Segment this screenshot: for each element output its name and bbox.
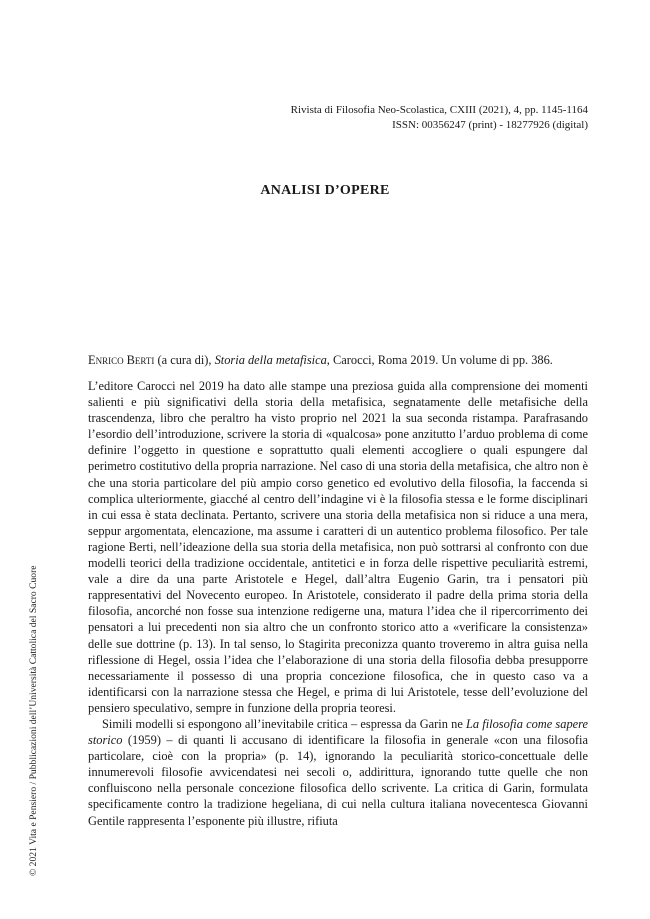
review-body — [88, 378, 588, 829]
book-citation — [88, 352, 588, 368]
copyright-notice: © 2021 Vita e Pensiero / Pubblicazioni dell’Università Cattolica del Sacro Cuore — [28, 565, 39, 876]
issn-line: ISSN: 00356247 (print) - 18277926 (digital) — [392, 119, 588, 131]
citation-publication-details: , Carocci, Roma 2019. Un volume di pp. 386. — [326, 353, 553, 367]
paragraph-2-text-a: Simili modelli si espongono all’inevitabile critica – espressa da Garin ne — [102, 716, 467, 731]
journal-header — [291, 103, 588, 133]
citation-author: Enrico Berti — [88, 353, 155, 367]
citation-book-title: Storia della metafisica — [214, 353, 327, 367]
paragraph-1: L’editore Carocci nel 2019 ha dato alle stampe una preziosa guida alla comprensione dei momenti salienti e più significativi della storia della metafisica, segnatamente delle metafisiche della trascendenza, libro che peraltro ha visto proprio nel 2021 la sua seconda ristampa. Parafrasando l’esordio dell’introduzione, scrivere la storia di «qualcosa» pone anzitutto l’arduo problema di come definire l’oggetto in questione e soprattutto quali elementi accogliere o quali espungere dal perimetro costitutivo della propria narrazione. Nel caso di una storia della metafisica, che altro non è che una storia particolare del più ampio corso genetico ed evolutivo della filosofia, la faccenda si complica ulteriormente, giacché al centro dell’indagine vi è la filosofia stessa e le forme disciplinari in cui essa è stata declinata. Pertanto, scrivere una storia della metafisica non si riduce a una mera, seppur argomentata, elencazione, ma assume i caratteri di un autentico problema filosofico. Per tale ragione Berti, nell’ideazione della sua storia della metafisica, non può sottrarsi al confronto con due modelli teorici della tradizione occidentale, antitetici e in forza delle rispettive peculiarità estremi, vale a dire da una parte Aristotele e Hegel, dall’altra Eugenio Garin, tra i pensatori più rappresentativi del Novecento europeo. In Aristotele, considerato il padre della prima storia della filosofia, ancorché non fosse sua intenzione redigerne una, matura l’idea che il ripercorrimento dei pensatori a lui precedenti non sia altro che un confronto storico atto a «verificare la consistenza» delle sue dottrine (p. 13). In tal senso, lo Stagirita preconizza quanto troveremo in altra guisa nella riflessione di Hegel, ossia l’idea che l’elaborazione di una storia della filosofia debba presupporre necessariamente il possesso di una propria concezione filosofica, che in questo caso va a identificarsi con la narrazione stessa che Hegel, e prima di lui Aristotele, tesse dell’evoluzione del pensiero speculativo, sempre in funzione della propria teoresi. — [88, 379, 588, 715]
citation-editor-note: (a cura di), — [154, 353, 215, 367]
section-title: ANALISI D’OPERE — [260, 183, 390, 198]
cited-work-title: La filosofia come sapere storico — [88, 716, 588, 748]
journal-citation-line: Rivista di Filosofia Neo-Scolastica, CXIII (2021), 4, pp. 1145-1164 — [290, 104, 588, 116]
paragraph-2-text-b: (1959) – di quanti li accusano di identificare la filosofia in generale «con una filosofia particolare, cioè con la propria» (p. 14), ignorando la peculiarità storico-concettuale delle innumerevoli filosofie avvicendatesi nei secoli o, addirittura, ignorando tutte quelle che non confluiscono nella personale concezione filosofica dello scrivente. La critica di Garin, formulata specificamente contro la tradizione hegeliana, di cui nella cultura italiana novecentesca Giovanni Gentile rappresenta l’esponente più illustre, rifiuta — [88, 733, 588, 828]
paragraph-2 — [88, 716, 588, 829]
